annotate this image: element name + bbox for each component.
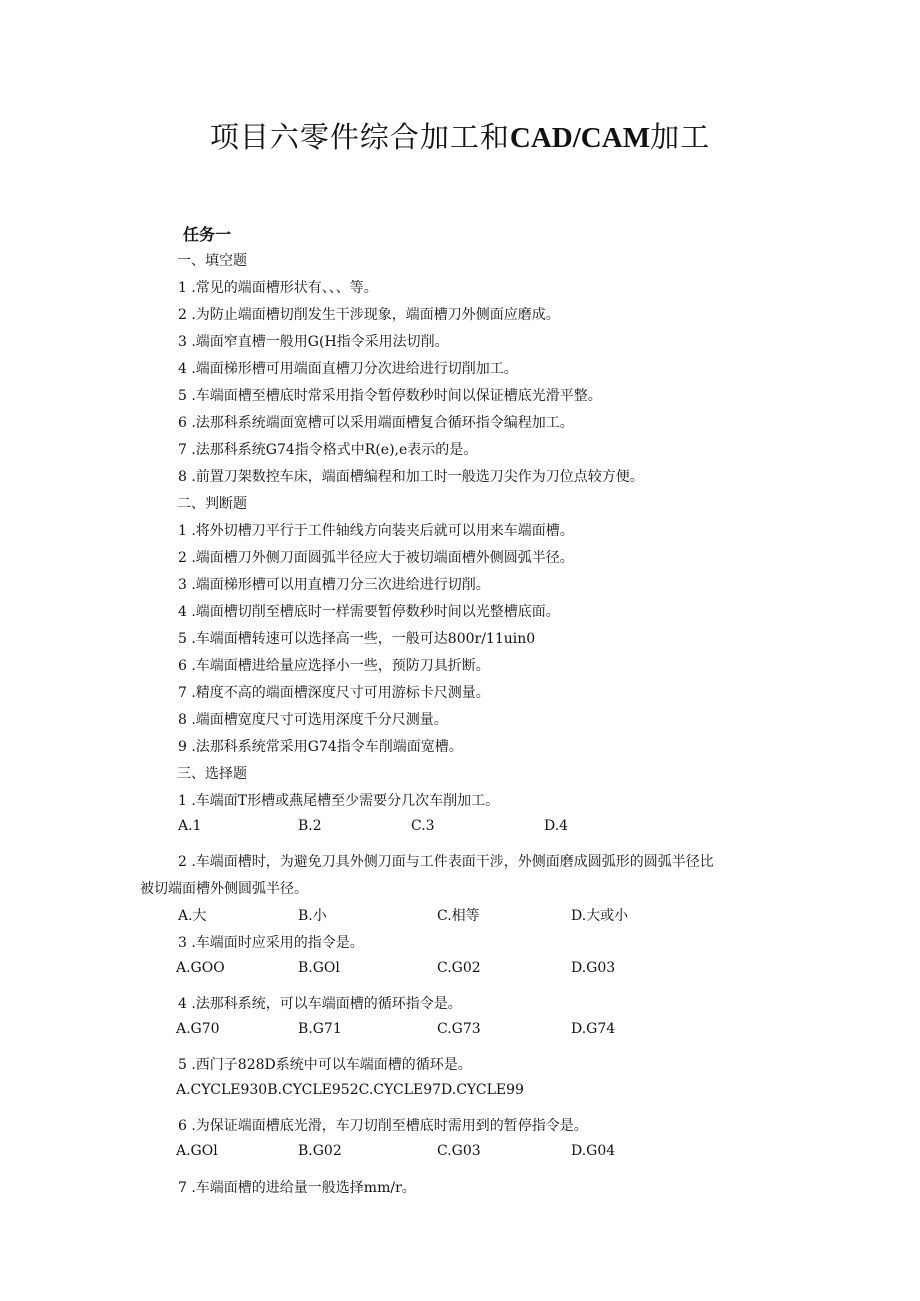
choice-option: B.2: [298, 818, 322, 834]
choice-question-5: 5 .西门子828D系统中可以车端面槽的循环是。: [178, 1057, 472, 1073]
fill-question: 1 .常见的端面槽形状有、、、等。: [178, 280, 378, 296]
choice-option: C.相等: [437, 908, 480, 924]
fill-question: 3 .端面窄直槽一般用G(H指令采用法切削。: [178, 334, 449, 350]
title-latin: CAD/CAM: [509, 122, 651, 154]
judge-question: 5 .车端面槽转速可以选择高一些，一般可达800r/11uin0: [178, 631, 536, 647]
choice-option: C.G03: [437, 1143, 481, 1159]
choice-question-2: 2 .车端面槽时，为避免刀具外侧刀面与工件表面干涉，外侧面磨成圆弧形的圆弧半径比: [178, 854, 714, 870]
choice-option: A.大: [178, 908, 207, 924]
judge-question: 9 .法那科系统常采用G74指令车削端面宽槽。: [178, 739, 463, 755]
choice-option: C.3: [411, 818, 435, 834]
choice-question-3: 3 .车端面时应采用的指令是。: [178, 935, 364, 951]
fill-question: 8 .前置刀架数控车床，端面槽编程和加工时一般选刀尖作为刀位点较方便。: [178, 469, 644, 485]
choice-option: D.4: [544, 818, 569, 834]
title-cn: 项目六零件综合加工和: [209, 120, 510, 154]
task-heading: 任务一: [183, 225, 232, 244]
page-title: [0, 115, 920, 156]
judge-question: 6 .车端面槽进给量应选择小一些，预防刀具折断。: [178, 658, 490, 674]
section-heading-choice: 三、选择题: [177, 766, 247, 782]
choice-option: B.GOl: [298, 960, 340, 976]
choice-option: D.G03: [571, 960, 616, 976]
choice-option: D.大或小: [571, 908, 629, 924]
judge-question: 7 .精度不高的端面槽深度尺寸可用游标卡尺测量。: [178, 685, 490, 701]
choice-options-line: A.CYCLE930B.CYCLE952C.CYCLE97D.CYCLE99: [176, 1082, 524, 1098]
choice-option: C.G02: [437, 960, 481, 976]
choice-option: A.G70: [176, 1021, 220, 1037]
choice-question-7: 7 .车端面槽的进给量一般选择mm/r。: [178, 1180, 416, 1196]
choice-question-2-cont: 被切端面槽外侧圆弧半径。: [140, 881, 308, 897]
fill-question: 4 .端面梯形槽可用端面直槽刀分次进给进行切削加工。: [178, 361, 518, 377]
fill-question: 7 .法那科系统G74指令格式中R(e),e表示的是。: [178, 442, 478, 458]
choice-question-6: 6 .为保证端面槽底光滑，车刀切削至槽底时需用到的暂停指令是。: [178, 1118, 588, 1134]
choice-option: A.GOO: [176, 960, 225, 976]
choice-option: A.1: [178, 818, 202, 834]
choice-option: B.小: [298, 908, 327, 924]
fill-question: 6 .法那科系统端面宽槽可以采用端面槽复合循环指令编程加工。: [178, 415, 574, 431]
title-tail: 加工: [650, 120, 711, 154]
choice-option: D.G74: [571, 1021, 616, 1037]
choice-question-1: 1 .车端面T形槽或燕尾槽至少需要分几次车削加工。: [178, 793, 500, 809]
choice-question-4: 4 .法那科系统，可以车端面槽的循环指令是。: [178, 996, 462, 1012]
judge-question: 1 .将外切槽刀平行于工件轴线方向装夹后就可以用来车端面槽。: [178, 523, 574, 539]
judge-question: 2 .端面槽刀外侧刀面圆弧半径应大于被切端面槽外侧圆弧半径。: [178, 550, 574, 566]
judge-question: 4 .端面槽切削至槽底时一样需要暂停数秒时间以光整槽底面。: [178, 604, 560, 620]
choice-option: A.GOl: [176, 1143, 218, 1159]
choice-option: D.G04: [571, 1143, 616, 1159]
judge-question: 8 .端面槽宽度尺寸可选用深度千分尺测量。: [178, 712, 448, 728]
choice-option: C.G73: [437, 1021, 481, 1037]
section-heading-judge: 二、判断题: [177, 496, 247, 512]
section-heading-fill: 一、填空题: [177, 253, 247, 269]
choice-option: B.G71: [298, 1021, 342, 1037]
fill-question: 5 .车端面槽至槽底时常采用指令暂停数秒时间以保证槽底光滑平整。: [178, 388, 602, 404]
choice-option: B.G02: [298, 1143, 342, 1159]
fill-question: 2 .为防止端面槽切削发生干涉现象，端面槽刀外侧面应磨成。: [178, 307, 560, 323]
judge-question: 3 .端面梯形槽可以用直槽刀分三次进给进行切削。: [178, 577, 490, 593]
